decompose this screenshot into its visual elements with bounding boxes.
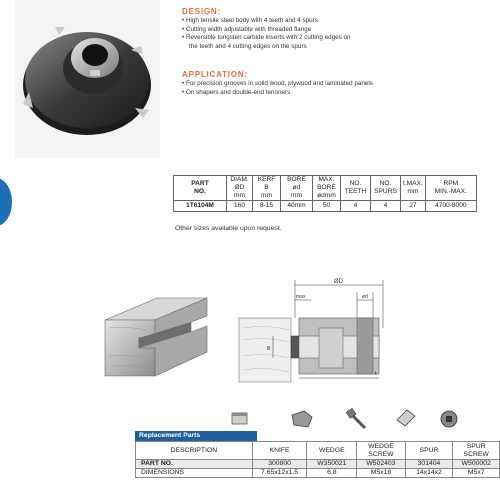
rp-cell: W500002 [453,460,500,469]
col-bore: BORE ød mm [281,176,313,201]
col-spurs: NO. SPURS [371,176,401,201]
rp-cell: 301404 [405,460,453,469]
col-part-no: PART NO. [174,176,227,201]
rp-cell: 7.65x12x1.5 [252,469,307,478]
grooving-cutter-image [15,0,160,158]
design-heading: DESIGN: [182,7,221,16]
spur-icon [395,408,417,428]
spec-table [173,175,477,212]
rp-col-spur: SPUR [405,442,453,460]
rp-cell: 14x14x2 [405,469,453,478]
replacement-parts-title: Replacement Parts [135,431,257,441]
rp-cell: 6.8 [307,469,357,478]
col-t-max: t.MAX. mm [401,176,426,201]
rp-col-wedge: WEDGE [307,442,357,460]
col-kerf: KERF B mm [253,176,281,201]
spec-cell: 1T6104M [174,201,227,212]
application-heading: APPLICATION: [182,70,248,79]
application-bullet: • On shapers and double-end tenoners [182,88,291,96]
application-list [182,80,373,97]
replacement-parts-table [135,441,500,478]
outer-dim-label: ØD [334,279,343,285]
rp-col-knife: KNIFE [252,442,307,460]
col-diameter: DIAM. ØD mm [227,176,253,201]
application-bullet: • For precision grooves in solid wood, plywood and laminated panels [182,80,373,87]
spec-cell: 4 [341,201,371,212]
rp-dimensions-row [136,469,500,478]
rp-cell: PART NO. [136,460,253,469]
spec-cell: 27 [401,201,426,212]
col-max-bore: MAX. BORE ødmm [313,176,341,201]
product-photo [15,0,160,158]
spec-data-row [174,201,477,212]
design-bullet: • Reversible tungsten carbide inserts with 2 cutting edges on [182,34,351,42]
rp-part-no-row [136,460,500,469]
rp-cell: M5x7 [453,469,500,478]
col-teeth: NO. TEETH [341,176,371,201]
kerf-label: B [267,346,271,352]
availability-note: Other sizes available upon request. [175,225,282,232]
col-rpm: RPM MIN.-MAX. [425,176,476,201]
rp-cell: W502403 [357,460,405,469]
spec-cell: 4 [371,201,401,212]
rp-cell: W350021 [307,460,357,469]
spec-cell: 8-15 [253,201,281,212]
wedge-icon [290,409,314,429]
knife-icon [230,410,250,428]
spur-screw-icon [438,409,460,429]
rp-col-description: DESCRIPTION [136,442,253,460]
grooved-workpiece-illustration [97,292,212,382]
section-tab [0,178,12,226]
spec-cell: 160 [227,201,253,212]
wedge-screw-icon [345,408,369,430]
spec-cell: 40mm [281,201,313,212]
design-bullet-continued: the teeth and 4 cutting edges on the spurs [189,42,307,50]
rp-col-wedge-screw: WEDGE SCREW [357,442,405,460]
cross-section-diagram [237,278,385,384]
rp-col-spur-screw: SPUR SCREW [453,442,500,460]
design-list [182,17,350,51]
spec-cell: 50 [313,201,341,212]
spec-header-row [174,176,477,201]
thickness-label: t [375,371,377,377]
design-bullet: • High tensile steel body with 4 teeth and 4 spurs [182,17,318,24]
design-bullet: • Cutting width adjustable with threaded flange [182,25,312,33]
spec-cell: 4700-8000 [425,201,476,212]
bore-label: ød [362,294,368,300]
rp-header-row [136,442,500,460]
rp-cell: DIMENSIONS [136,469,253,478]
rp-cell: 300800 [252,460,307,469]
max-depth-label: max [296,294,306,300]
rp-cell: M5x18 [357,469,405,478]
